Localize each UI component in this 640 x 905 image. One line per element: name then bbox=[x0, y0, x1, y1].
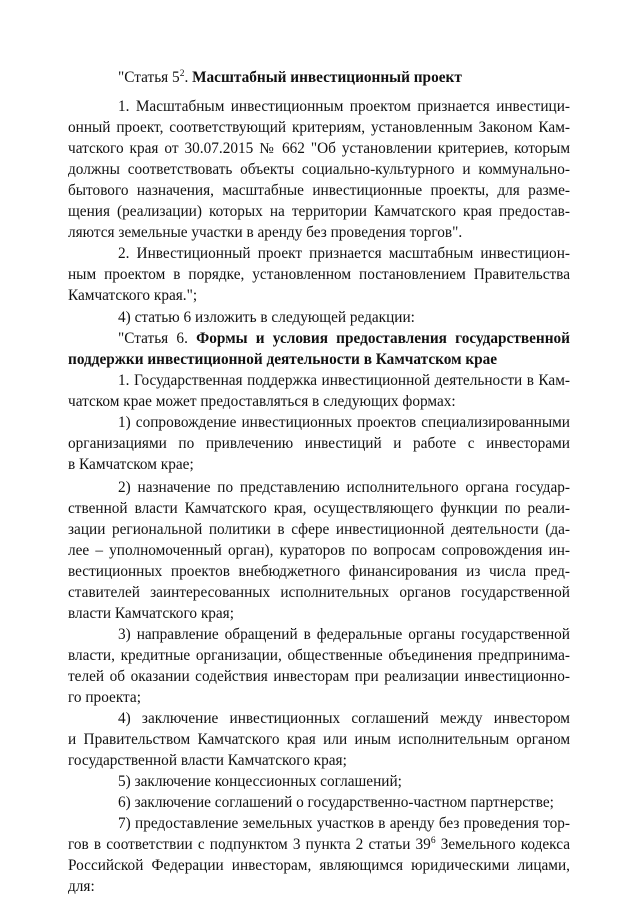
list-item-line: телей об оказании содействия инвесторам при реализации инвестиционно- bbox=[68, 668, 570, 685]
article6-title-line2: поддержки инвестиционной деятельности в Камчатском крае bbox=[68, 351, 498, 368]
paragraph-line: 1. Масштабным инвестиционным проектом признается инвестици- bbox=[118, 98, 570, 115]
paragraph-line: ляются земельные участки в аренду без проведения торгов". bbox=[68, 224, 463, 241]
list-item-line: ственной власти Камчатского края, осуществляющего функции по реали- bbox=[68, 500, 570, 517]
paragraph-line: Камчатского края."; bbox=[68, 287, 198, 304]
list-item-line: власти, кредитные организации, общественные объединения предпринима- bbox=[68, 647, 570, 664]
paragraph-line: 4) статью 6 изложить в следующей редакции: bbox=[118, 309, 415, 326]
text-fragment: гов в соответствии с подпунктом 3 пункта 2 статьи 39 bbox=[68, 836, 431, 853]
article6-title-line1: Формы и условия предоставления государственной bbox=[196, 330, 570, 347]
paragraph-line: онный проект, соответствующий критериям, установленным Законом Кам- bbox=[68, 119, 570, 136]
list-item-line: в Камчатском крае; bbox=[68, 456, 194, 473]
superscript: 6 bbox=[430, 836, 436, 846]
article5-heading bbox=[118, 68, 570, 88]
paragraph-line: должны соответствовать объекты социально-культурного и коммунально- bbox=[68, 161, 570, 178]
article5-heading-suffix: . bbox=[184, 69, 193, 86]
list-item-line: государственной власти Камчатского края; bbox=[68, 752, 347, 769]
paragraph-line: 1. Государственная поддержка инвестиционной деятельности в Кам- bbox=[118, 372, 570, 389]
list-item-line: 2) назначение по представлению исполнительного органа государ- bbox=[118, 479, 570, 496]
paragraph-line: щения (реализации) которых на территории Камчатского края предостав- bbox=[68, 203, 570, 220]
paragraph-line: чатского края от 30.07.2015 № 662 "Об установлении критериев, которым bbox=[68, 140, 570, 157]
list-item-line: Российской Федерации инвесторам, являющимся юридическими лицами, bbox=[68, 857, 570, 874]
list-item-line: 4) заключение инвестиционных соглашений между инвестором bbox=[118, 710, 570, 727]
list-item-line: го проекта; bbox=[68, 689, 141, 706]
paragraph-line: чатском крае может предоставляться в следующих формах: bbox=[68, 393, 456, 410]
list-item-line: 7) предоставление земельных участков в аренду без проведения тор- bbox=[118, 815, 570, 832]
list-item-line: для: bbox=[68, 878, 95, 895]
list-item-line: вестиционных проектов внебюджетного финансирования из числа пред- bbox=[68, 563, 570, 580]
list-item-line: власти Камчатского края; bbox=[68, 605, 234, 622]
list-item-line: и Правительством Камчатского края или иным исполнительным органом bbox=[68, 731, 570, 748]
list-item-line bbox=[68, 835, 570, 855]
list-item-line: 5) заключение концессионных соглашений; bbox=[118, 773, 402, 790]
list-item-line: 6) заключение соглашений о государственно-частном партнерстве; bbox=[118, 794, 554, 811]
article5-heading-superscript: 2 bbox=[179, 69, 185, 79]
article6-heading-cont bbox=[68, 350, 570, 370]
article6-heading-prefix: "Статья 6. bbox=[118, 330, 197, 347]
list-item-line: зации региональной политики в сфере инвестиционной деятельности (да- bbox=[68, 521, 570, 538]
text-fragment: Земельного кодекса bbox=[435, 836, 570, 853]
article5-heading-prefix: "Статья 5 bbox=[118, 69, 180, 86]
list-item-line: организациями по привлечению инвестиций и работе с инвесторами bbox=[68, 435, 570, 452]
list-item-line: ставителей заинтересованных исполнительных органов государственной bbox=[68, 584, 570, 601]
paragraph-line: 2. Инвестиционный проект признается масштабным инвестицион- bbox=[118, 245, 570, 262]
list-item-line: 1) сопровождение инвестиционных проектов специализированными bbox=[118, 414, 570, 431]
paragraph-line: бытового назначения, масштабные инвестиционные проекты, для разме- bbox=[68, 182, 570, 199]
article5-title: Масштабный инвестиционный проект bbox=[192, 69, 462, 86]
paragraph-line: ным проектом в порядке, установленном постановлением Правительства bbox=[68, 266, 570, 283]
article6-heading bbox=[118, 329, 570, 349]
list-item-line: лее – уполномоченный орган), кураторов по вопросам сопровождения ин- bbox=[68, 542, 570, 559]
list-item-line: 3) направление обращений в федеральные органы государственной bbox=[118, 626, 570, 643]
